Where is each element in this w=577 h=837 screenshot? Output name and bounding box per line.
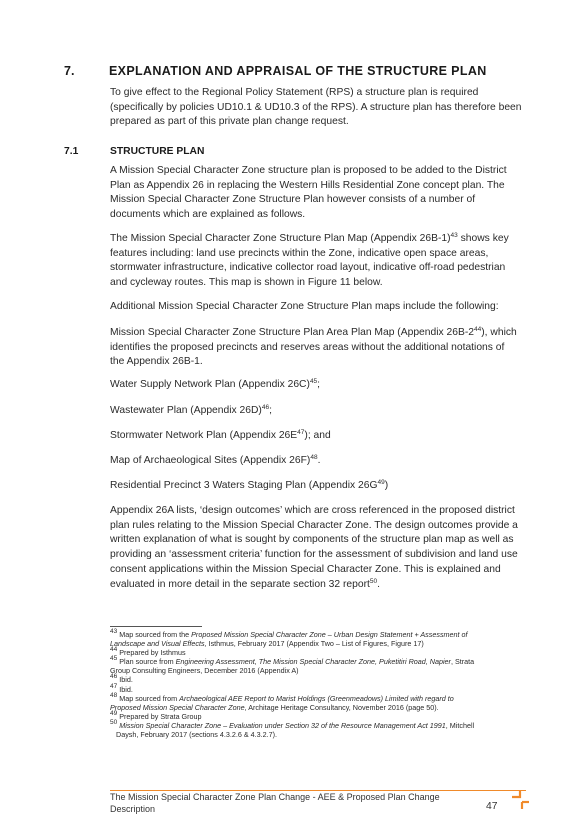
- paragraph-line: features including: land use precincts within the Zone, indicative open space areas,: [110, 247, 489, 259]
- section-intro: [110, 86, 530, 130]
- footnote-separator: [110, 626, 202, 627]
- footnote: $^{43}$ Map sourced from the Proposed Mission Special Character Zone – Urban Design Statement + Assessment of: [110, 628, 468, 639]
- section-title: EXPLANATION AND APPRAISAL OF THE STRUCTURE PLAN: [109, 64, 487, 78]
- footnote-ref[interactable]: 48: [310, 454, 318, 461]
- paragraph-line: A Mission Special Character Zone structure plan is proposed to be added to the District: [110, 165, 507, 176]
- paragraph-line: identifies the proposed precincts and reserves areas without the additional notations of: [110, 341, 505, 353]
- intro-line: (specifically by policies UD10.1 & UD10.3 of the RPS). A structure plan has therefore been: [110, 101, 522, 113]
- paragraph-area-plan-map: [110, 326, 530, 370]
- footnote-ref[interactable]: 47: [297, 429, 305, 436]
- footnote-ref[interactable]: 43: [450, 232, 458, 239]
- paragraph-line: providing an ‘assessment criteria’ function for the assessment of subdivision and land use: [110, 549, 518, 561]
- paragraph-line: consent applications within the Mission Special Character Zone. This is explained and: [110, 563, 501, 575]
- list-item: Map of Archaeological Sites (Appendix 26F)$^{48}$.: [110, 454, 321, 466]
- footnote: $^{47}$ Ibid.: [110, 682, 133, 694]
- corner-bracket-logo-icon: [509, 789, 531, 811]
- footnote: $^{50}$ Mission Special Character Zone – Evaluation under Section 32 of the Resource Management Act 1991, Mitchell: [110, 718, 475, 730]
- subsection-number: 7.1: [64, 146, 79, 157]
- paragraph-line: Mission Special Character Zone Structure Plan Area Plan Map (Appendix $26B-2^{44}$), which: [110, 326, 517, 338]
- paragraph-line: Plan as Appendix 26 in replacing the Western Hills Residential Zone concept plan. The: [110, 179, 505, 191]
- paragraph-line: Additional Mission Special Character Zone Structure Plan maps include the following:: [110, 301, 499, 312]
- footer-divider: [110, 790, 526, 791]
- footnote: $^{45}$ Plan source from Engineering Assessment, The Mission Special Character Zone, Puketitiri Road, Napier, Strata: [110, 655, 475, 667]
- footnotes: [110, 630, 530, 739]
- footnote-ref[interactable]: 46: [261, 404, 270, 411]
- list-item: Wastewater Plan (Appendix 26D)$^{46}$;: [110, 404, 272, 416]
- footer-document-title: The Mission Special Character Zone Plan Change - AEE & Proposed Plan Change Description: [110, 792, 440, 814]
- footnote: $^{48}$ Map sourced from Archaeological AEE Report to Marist Holdings (Greenmeadows) Limited with regard to: [110, 691, 454, 703]
- list-item: Residential Precinct 3 Waters Staging Plan (Appendix $26G^{49}$): [110, 479, 389, 491]
- paragraph-line: Mission Special Character Zone Structure Plan however consists of a number of: [110, 194, 476, 206]
- intro-line: To give effect to the Regional Policy Statement (RPS) a structure plan is required: [110, 87, 479, 98]
- paragraph-structure-plan-map: [110, 232, 530, 291]
- subsection-title: STRUCTURE PLAN: [110, 146, 205, 157]
- footnote-ref[interactable]: 45: [309, 378, 318, 385]
- paragraph-line: and cycleway routes. This map is shown in Figure 11 below.: [110, 277, 383, 289]
- paragraph-line: plan rules relating to the Mission Special Character Zone. The design outcomes provide a: [110, 519, 518, 531]
- paragraph-design-outcomes: [110, 504, 530, 592]
- intro-line: prepared as part of this private plan change request.: [110, 116, 349, 128]
- paragraph-line: Appendix 26A lists, ‘design outcomes’ which are cross referenced in the proposed district: [110, 505, 515, 516]
- paragraph-line: documents which are explained as follows.: [110, 209, 306, 221]
- paragraph-line: the Appendix 26B-1.: [110, 356, 203, 368]
- paragraph-line: stormwater infrastructure, indicative collector road layout, indicative off-road pedestrian: [110, 262, 506, 274]
- paragraph-line: written explanation of what is sought by components of the structure plan map as well as: [110, 534, 514, 546]
- footnote-ref[interactable]: 49: [377, 479, 385, 486]
- footnote: $^{49}$ Prepared by Strata Group: [110, 709, 202, 721]
- footnote: Group Consulting Engineers, December 2016 (Appendix A): [110, 666, 299, 676]
- page-number: 47: [486, 801, 498, 812]
- footnote: $^{46}$ Ibid.: [110, 673, 133, 685]
- list-item: Water Supply Network Plan (Appendix 26C)$^{45}$;: [110, 378, 321, 390]
- footnote: Proposed Mission Special Character Zone, Architage Heritage Consultancy, November 2016 (page 50).: [110, 702, 439, 712]
- footnote: Landscape and Visual Effects, Isthmus, February 2017 (Appendix Two – List of Figures, Figure 17): [110, 639, 424, 649]
- list-item: Stormwater Network Plan (Appendix $26E^{47}$); and: [110, 429, 331, 441]
- paragraph-additional-maps: [110, 300, 530, 315]
- paragraph-line: The Mission Special Character Zone Structure Plan Map (Appendix 26B-1)$^{43}$ shows key: [110, 232, 509, 244]
- footnote: $^{44}$ Prepared by Isthmus: [110, 646, 186, 658]
- footnote-ref[interactable]: 50: [369, 577, 378, 585]
- paragraph-structure-plan-intro: [110, 164, 530, 223]
- footnote-ref[interactable]: 44: [474, 326, 482, 333]
- paragraph-line: evaluated in more detail in the separate section 32 report$^{50}$.: [110, 577, 380, 590]
- section-number: 7.: [64, 64, 75, 78]
- footnote: Daysh, February 2017 (sections 4.3.2.6 & 4.3.2.7).: [116, 730, 278, 740]
